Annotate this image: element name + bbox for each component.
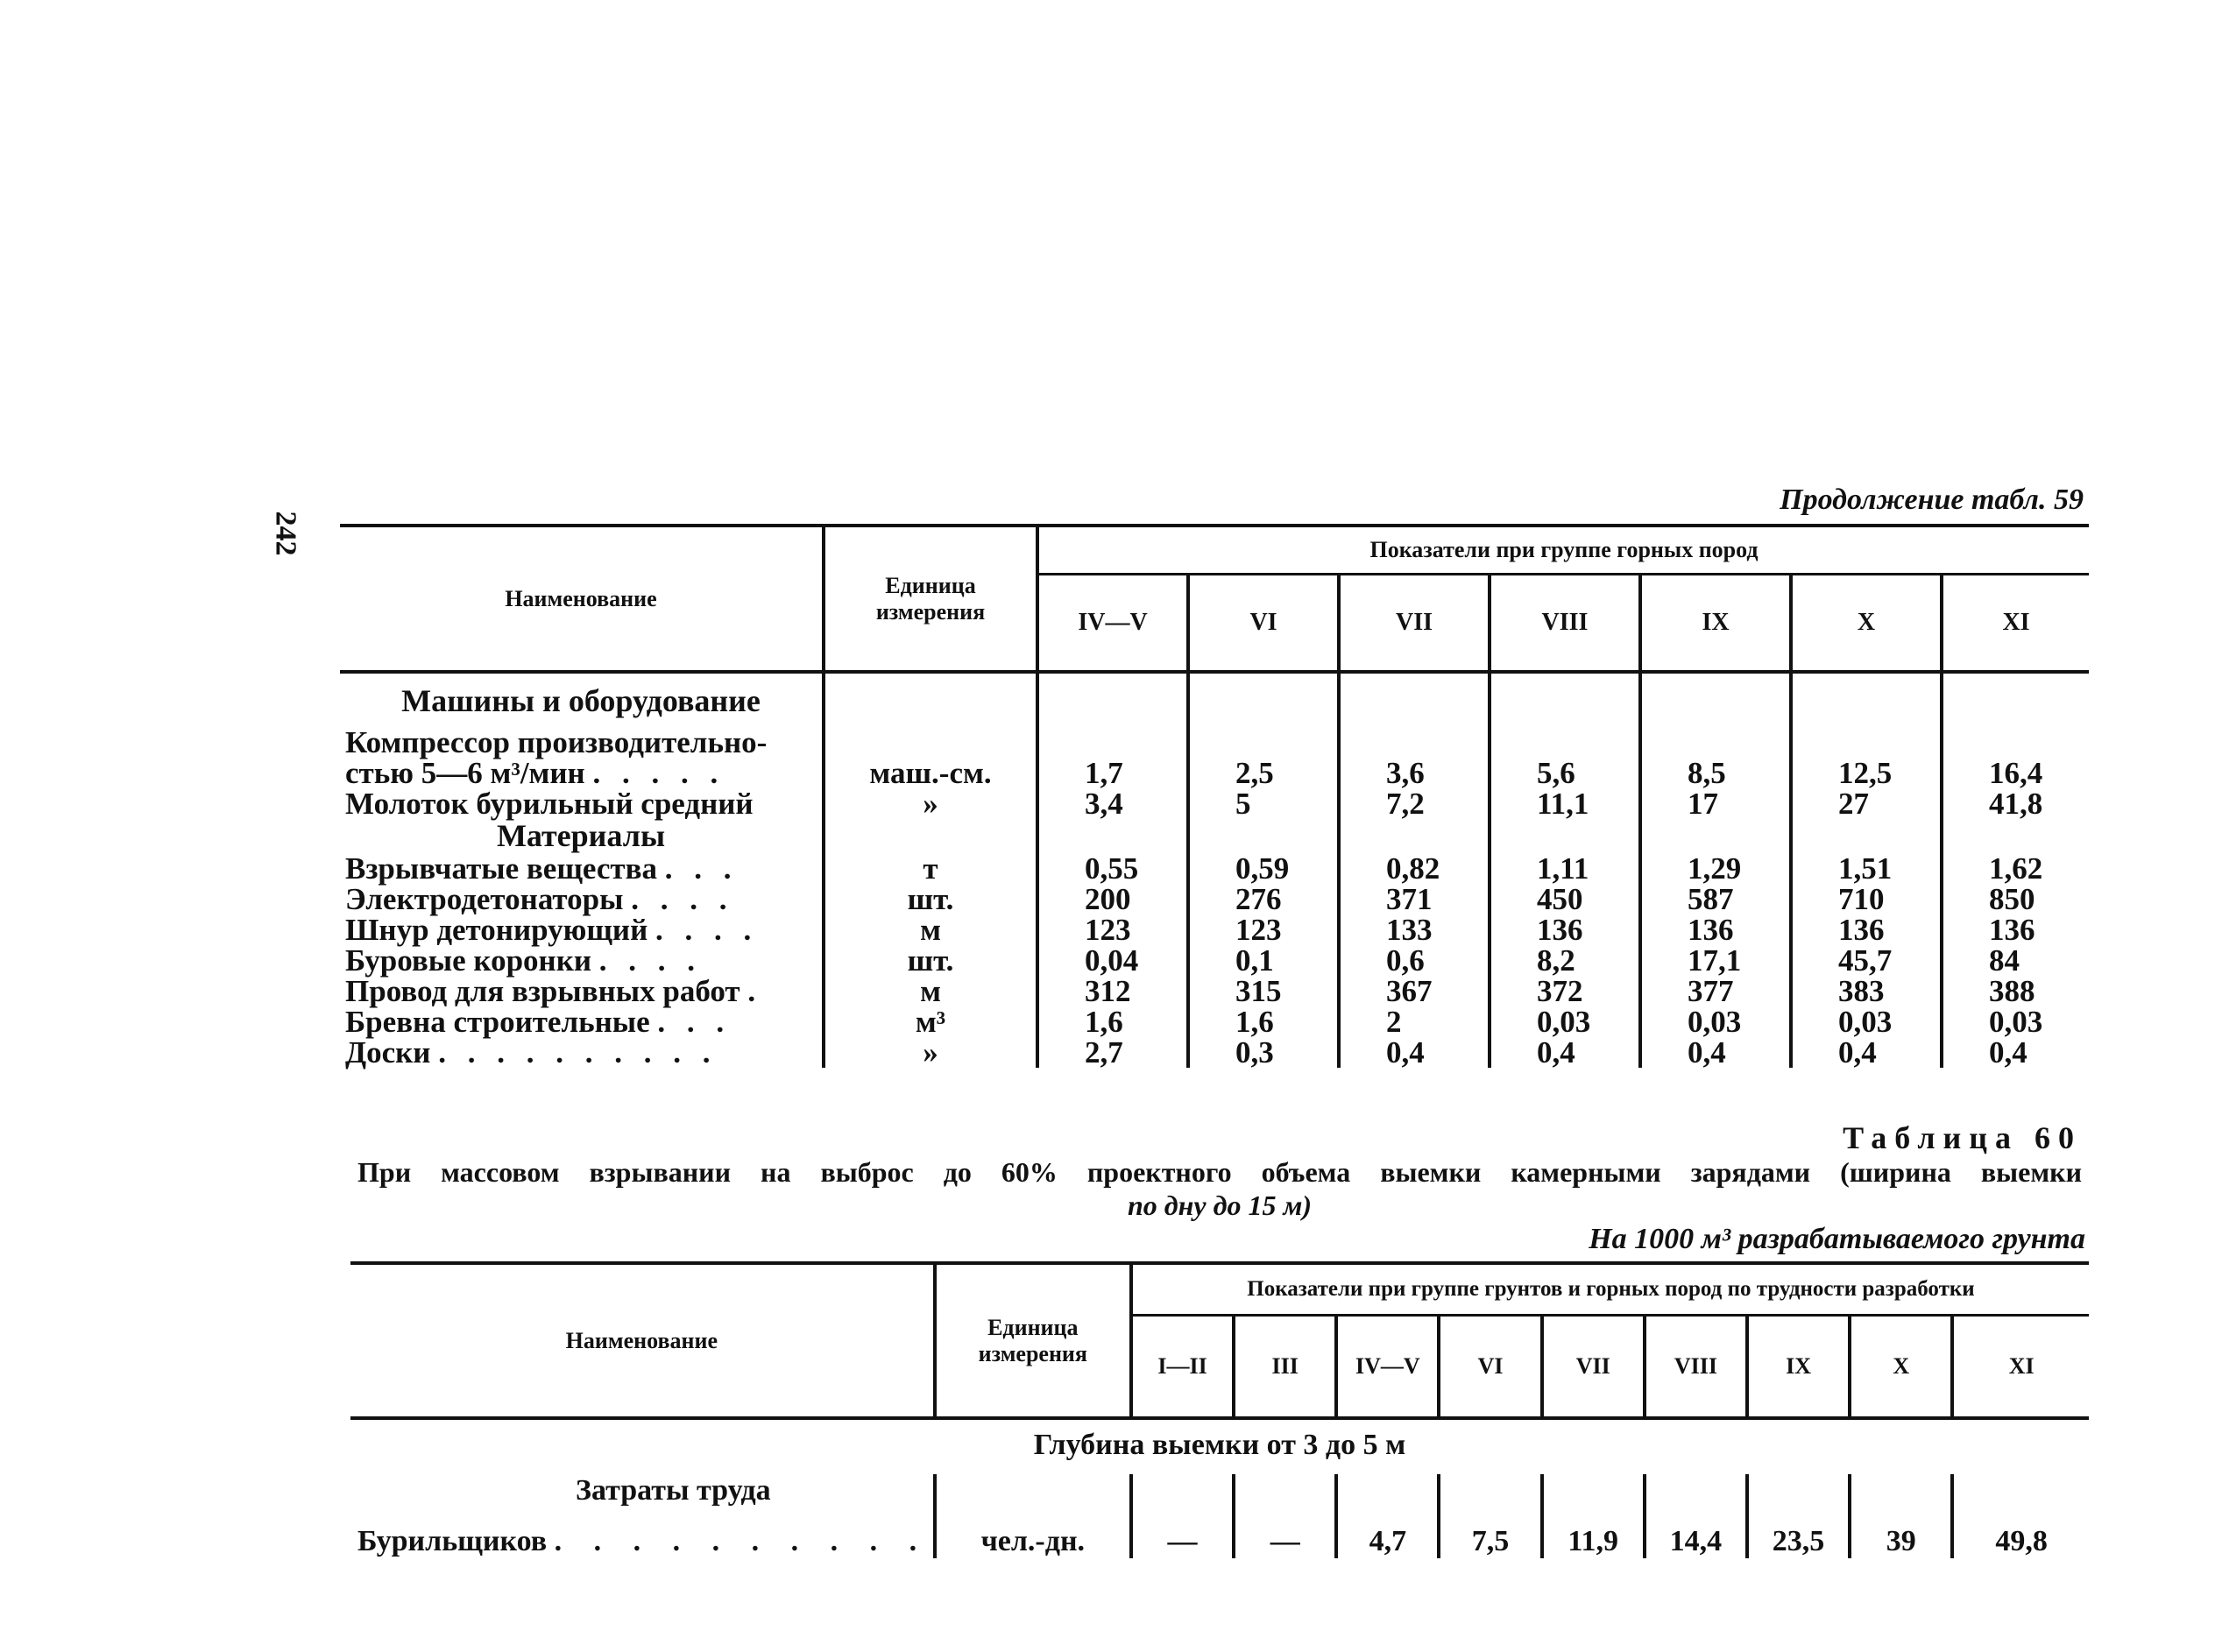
header-col: III	[1234, 1316, 1336, 1419]
cell-value: 7,5	[1439, 1507, 1541, 1558]
row-unit: »	[824, 1037, 1037, 1068]
leader-dots: . . .	[657, 1005, 732, 1039]
header-col: XI	[1942, 575, 2089, 673]
cell-value: 0,55	[1037, 853, 1188, 884]
row-name-line1: Компрессор производительно-	[345, 725, 768, 759]
cell-value: 710	[1791, 884, 1942, 914]
cell-value: 1,51	[1791, 853, 1942, 884]
cell-value: 1,62	[1942, 853, 2089, 884]
row-unit: чел.-дн.	[935, 1507, 1131, 1558]
header-col: VI	[1188, 575, 1339, 673]
row-unit: м³	[824, 1006, 1037, 1037]
cell-value: 383	[1791, 976, 1942, 1006]
row-name: Буровые коронки	[345, 943, 592, 978]
cell-value: 2,7	[1037, 1037, 1188, 1068]
header-col: IV—V	[1037, 575, 1188, 673]
cell-value: —	[1234, 1507, 1336, 1558]
header-name: Наименование	[350, 1263, 935, 1418]
row-name: Взрывчатые вещества	[345, 851, 657, 886]
cell-value: 11,1	[1490, 788, 1640, 819]
cell-value: 315	[1188, 976, 1339, 1006]
cell-value: 11,9	[1542, 1507, 1645, 1558]
cell-value: —	[1131, 1507, 1234, 1558]
cell-value: 312	[1037, 976, 1188, 1006]
leader-dots: . . . . . . . . . .	[554, 1525, 930, 1557]
leader-dots: . . . . .	[592, 756, 725, 790]
header-col: I—II	[1131, 1316, 1234, 1419]
leader-dots: . . . .	[655, 913, 759, 947]
row-name: Молоток бурильный средний	[345, 787, 754, 821]
row-unit: т	[824, 853, 1037, 884]
leader-dots: . . . .	[598, 943, 703, 978]
header-col: X	[1791, 575, 1942, 673]
row-unit: шт.	[824, 884, 1037, 914]
row-name: Электродетонаторы	[345, 882, 624, 916]
cell-value: 1,6	[1037, 1006, 1188, 1037]
header-col: VI	[1439, 1316, 1541, 1419]
table-row	[340, 788, 2089, 819]
cell-value: 8,2	[1490, 945, 1640, 976]
header-col: XI	[1952, 1316, 2089, 1419]
table-row	[340, 945, 2089, 976]
cell-value: 0,59	[1188, 853, 1339, 884]
cell-value: 7,2	[1339, 788, 1490, 819]
cell-value: 133	[1339, 914, 1490, 945]
cell-value: 1,11	[1490, 853, 1640, 884]
leader-dots: .	[747, 974, 763, 1008]
section-row	[340, 819, 2089, 853]
table-row	[350, 1507, 2089, 1558]
header-col: VII	[1542, 1316, 1645, 1419]
leader-dots: . . . .	[631, 882, 734, 916]
cell-value: 3,6	[1339, 727, 1490, 788]
header-col: IX	[1640, 575, 1791, 673]
header-group: Показатели при группе горных пород	[1037, 526, 2089, 575]
header-unit: Единица измерения	[824, 526, 1037, 672]
cell-value: 5,6	[1490, 727, 1640, 788]
table-60-title: При массовом взрывании на выброс до 60% проектного объема выемки камерными зарядами (ширина выемки	[357, 1156, 2082, 1188]
cell-value: 84	[1942, 945, 2089, 976]
table-row	[340, 914, 2089, 945]
cell-value: 136	[1490, 914, 1640, 945]
cell-value: 0,1	[1188, 945, 1339, 976]
cell-value: 17,1	[1640, 945, 1791, 976]
cell-value: 14,4	[1645, 1507, 1747, 1558]
header-col: IX	[1747, 1316, 1850, 1419]
cell-value: 2,5	[1188, 727, 1339, 788]
table-row	[340, 727, 2089, 788]
header-unit: Единица измерения	[935, 1263, 1131, 1418]
cell-value: 587	[1640, 884, 1791, 914]
row-name: Бурильщиков	[357, 1525, 548, 1557]
cell-value: 371	[1339, 884, 1490, 914]
row-name: стью 5—6 м³/мин	[345, 756, 585, 790]
header-group: Показатели при группе грунтов и горных пород по трудности разработки	[1131, 1263, 2089, 1316]
header-col: IV—V	[1336, 1316, 1439, 1419]
section-row	[340, 672, 2089, 727]
page-number: 242	[269, 511, 302, 556]
cell-value: 4,7	[1336, 1507, 1439, 1558]
table-59-continuation-caption: Продолжение табл. 59	[1780, 484, 2084, 516]
leader-dots: . . . . . . . . . .	[438, 1035, 718, 1070]
row-name: Доски	[345, 1035, 431, 1070]
cell-value: 0,4	[1339, 1037, 1490, 1068]
cell-value: 0,03	[1791, 1006, 1942, 1037]
cell-value: 27	[1791, 788, 1942, 819]
cell-value: 39	[1850, 1507, 1952, 1558]
cell-value: 2	[1339, 1006, 1490, 1037]
cell-value: 5	[1188, 788, 1339, 819]
cell-value: 372	[1490, 976, 1640, 1006]
header-name: Наименование	[340, 526, 824, 672]
cell-value: 17	[1640, 788, 1791, 819]
cell-value: 1,29	[1640, 853, 1791, 884]
cell-value: 136	[1640, 914, 1791, 945]
cell-value: 12,5	[1791, 727, 1942, 788]
cell-value: 8,5	[1640, 727, 1791, 788]
cell-value: 0,6	[1339, 945, 1490, 976]
table-row	[340, 1006, 2089, 1037]
cell-value: 0,03	[1942, 1006, 2089, 1037]
cell-value: 850	[1942, 884, 2089, 914]
subsection-title: Глубина выемки от 3 до 5 м	[1033, 1429, 1406, 1461]
row-unit: маш.-см.	[824, 727, 1037, 788]
header-col: X	[1850, 1316, 1952, 1419]
cell-value: 0,04	[1037, 945, 1188, 976]
cell-value: 0,3	[1188, 1037, 1339, 1068]
cell-value: 0,4	[1942, 1037, 2089, 1068]
cell-value: 0,4	[1791, 1037, 1942, 1068]
row-unit: м	[824, 914, 1037, 945]
row-name: Провод для взрывных работ	[345, 974, 740, 1008]
table-row	[340, 884, 2089, 914]
cell-value: 45,7	[1791, 945, 1942, 976]
section-title: Материалы	[496, 818, 666, 853]
table-row	[340, 976, 2089, 1006]
cell-value: 136	[1942, 914, 2089, 945]
table-row	[340, 1037, 2089, 1068]
cell-value: 23,5	[1747, 1507, 1850, 1558]
cell-value: 200	[1037, 884, 1188, 914]
cell-value: 0,03	[1640, 1006, 1791, 1037]
header-col: VIII	[1490, 575, 1640, 673]
table-60-title-continued: по дну до 15 м)	[1127, 1190, 1313, 1221]
cell-value: 3,4	[1037, 788, 1188, 819]
section-title: Затраты труда	[576, 1474, 771, 1507]
cell-value: 1,7	[1037, 727, 1188, 788]
table-60	[350, 1261, 2089, 1558]
row-name: Шнур детонирующий	[345, 913, 648, 947]
row-unit: »	[824, 788, 1037, 819]
cell-value: 388	[1942, 976, 2089, 1006]
cell-value: 0,03	[1490, 1006, 1640, 1037]
row-unit: шт.	[824, 945, 1037, 976]
header-col: VIII	[1645, 1316, 1747, 1419]
cell-value: 123	[1037, 914, 1188, 945]
section-row	[350, 1474, 2089, 1507]
table-60-caption: На 1000 м³ разрабатываемого грунта	[1589, 1223, 2085, 1255]
cell-value: 123	[1188, 914, 1339, 945]
cell-value: 16,4	[1942, 727, 2089, 788]
cell-value: 450	[1490, 884, 1640, 914]
cell-value: 367	[1339, 976, 1490, 1006]
cell-value: 276	[1188, 884, 1339, 914]
cell-value: 377	[1640, 976, 1791, 1006]
cell-value: 41,8	[1942, 788, 2089, 819]
table-59	[340, 524, 2089, 1068]
subsection-row	[350, 1418, 2089, 1474]
leader-dots: . . .	[664, 851, 739, 886]
header-col: VII	[1339, 575, 1490, 673]
row-name: Бревна строительные	[345, 1005, 650, 1039]
cell-value: 49,8	[1952, 1507, 2089, 1558]
cell-value: 0,4	[1490, 1037, 1640, 1068]
cell-value: 136	[1791, 914, 1942, 945]
cell-value: 1,6	[1188, 1006, 1339, 1037]
section-title: Машины и оборудование	[401, 683, 761, 718]
cell-value: 0,4	[1640, 1037, 1791, 1068]
cell-value: 0,82	[1339, 853, 1490, 884]
row-unit: м	[824, 976, 1037, 1006]
table-60-label: Таблица 60	[1843, 1120, 2082, 1155]
table-row	[340, 853, 2089, 884]
